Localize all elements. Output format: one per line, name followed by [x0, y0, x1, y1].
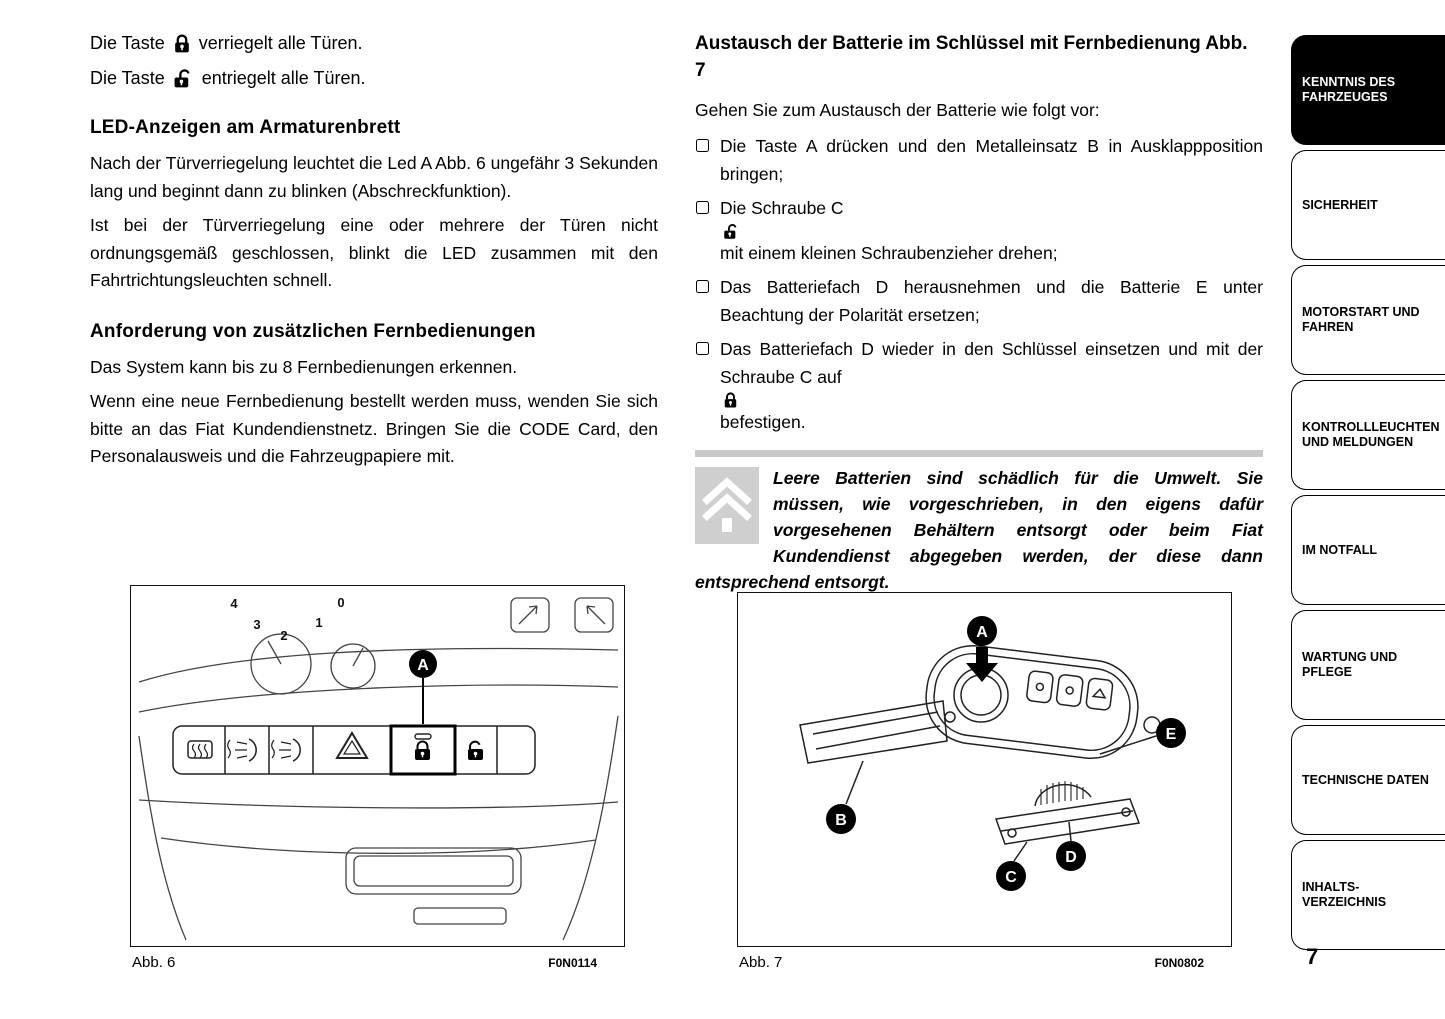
unlock-sentence-pre: Die Taste — [90, 68, 165, 88]
bullet-square-icon — [696, 342, 709, 355]
warning-text: Leere Batterien sind schädlich für die Umwelt. Sie müssen, wie vorgeschrieben, in den eigens dafür vorgesehenen Behältern entsorgt oder beim Fiat Kundendienst abgegeben werden, der diese dann entsprechend entsorgt. — [695, 467, 1263, 592]
svg-text:1: 1 — [315, 615, 323, 630]
door-unlock-button — [468, 742, 483, 760]
paragraph: Das System kann bis zu 8 Fernbedienungen erkennen. — [90, 356, 518, 377]
lock-icon — [723, 391, 738, 409]
key-fob-illustration — [738, 593, 1233, 946]
figure-footer — [130, 954, 625, 971]
callout-c — [996, 861, 1026, 891]
door-lock-button — [391, 726, 455, 774]
svg-text:A: A — [417, 657, 429, 674]
figure-code: F0N0802 — [1154, 956, 1204, 970]
figure-code: F0N0114 — [548, 956, 597, 970]
svg-text:D: D — [1065, 849, 1077, 866]
left-column — [90, 30, 658, 478]
list-item — [695, 336, 1263, 437]
list-item-text-pre: Die Schraube C — [720, 198, 844, 218]
tab-wartung-und-pflege: WARTUNG UND PFLEGE — [1291, 610, 1445, 720]
warning-divider — [695, 450, 1263, 457]
list-item-text — [720, 195, 1263, 267]
list-item-text-post: befestigen. — [720, 412, 806, 432]
callout-a — [967, 616, 997, 646]
bullet-square-icon — [696, 201, 709, 214]
callout-e — [1156, 718, 1186, 748]
unlock-sentence — [90, 65, 658, 91]
svg-text:C: C — [1005, 869, 1017, 886]
figure-abb6 — [130, 585, 625, 971]
svg-text:2: 2 — [280, 628, 288, 643]
dashboard-illustration — [131, 586, 626, 946]
unlock-icon — [723, 223, 740, 240]
tab-technische-daten: TECHNISCHE DATEN — [1291, 725, 1445, 835]
callout-b — [826, 804, 856, 834]
figure-caption: Abb. 6 — [132, 954, 176, 971]
figure-frame — [737, 592, 1232, 947]
environment-note — [695, 450, 1263, 595]
unlock-icon — [173, 68, 194, 89]
bullet-square-icon — [696, 280, 709, 293]
chapter-tab-bar — [1291, 35, 1445, 955]
svg-text:3: 3 — [253, 617, 261, 632]
lock-sentence-pre: Die Taste — [90, 33, 165, 53]
list-item-text-pre: Das Batteriefach D wieder in den Schlüssel einsetzen und mit der Schraube C auf — [720, 339, 1263, 387]
list-item-text: Das Batteriefach D herausnehmen und die Batterie E unter Beachtung der Polarität ersetzen; — [720, 277, 1263, 325]
intro-text: Gehen Sie zum Austausch der Batterie wie folgt vor: — [695, 100, 1100, 120]
tab-motorstart-und-fahren: MOTORSTART UND FAHREN — [1291, 265, 1445, 375]
paragraph: Wenn eine neue Fernbedienung bestellt werden muss, wenden Sie sich bitte an das Fiat Kundendienstnetz. Bringen Sie die CODE Card, den Personalausweis und die Fahrzeugpapiere mit. — [90, 391, 658, 466]
figure-footer — [737, 954, 1232, 971]
tab-kenntnis-des-fahrzeuges: KENNTNIS DES FAHRZEUGES — [1291, 35, 1445, 145]
svg-text:E: E — [1165, 726, 1177, 743]
figure-frame — [130, 585, 625, 947]
page-number: 7 — [1306, 944, 1319, 969]
lock-icon — [173, 33, 191, 54]
section-heading-remote: Anforderung von zusätzlichen Fernbedienungen — [90, 320, 536, 342]
bullet-square-icon — [696, 139, 709, 152]
list-item — [695, 133, 1263, 188]
callout-d — [1056, 841, 1086, 871]
list-item-text: Die Taste A drücken und den Metalleinsatz B in Ausklappposition bringen; — [720, 136, 1263, 184]
dial-scale — [230, 595, 344, 643]
paragraph: Ist bei der Türverriegelung eine oder mehrere der Türen nicht ordnungsgemäß geschlossen, blinkt die LED zusammen mit den Fahrtrichtungsleuchten schnell. — [90, 215, 658, 290]
press-arrow-icon — [966, 647, 998, 682]
figure-caption: Abb. 7 — [739, 954, 783, 971]
tab-inhaltsverzeichnis: INHALTS-VERZEICHNIS — [1291, 840, 1445, 950]
recycling-tree-icon — [695, 467, 759, 544]
svg-text:A: A — [976, 624, 988, 641]
list-item — [695, 274, 1263, 329]
figure-abb7 — [737, 592, 1232, 971]
svg-text:4: 4 — [230, 596, 238, 611]
svg-text:B: B — [835, 812, 847, 829]
list-item — [695, 195, 1263, 267]
tab-im-notfall: IM NOTFALL — [1291, 495, 1445, 605]
list-item-text-post: mit einem kleinen Schraubenzieher drehen; — [720, 242, 1058, 263]
lock-sentence-post: verriegelt alle Türen. — [198, 33, 363, 53]
list-item-text — [720, 336, 1263, 437]
svg-text:0: 0 — [337, 595, 345, 610]
section-heading-battery: Austausch der Batterie im Schlüssel mit Fernbedienung Abb. 7 — [695, 33, 1248, 81]
right-column — [695, 26, 1263, 595]
paragraph: Nach der Türverriegelung leuchtet die Led A Abb. 6 ungefähr 3 Sekunden lang und beginnt dann zu blinken (Abschreckfunktion). — [90, 153, 658, 201]
section-heading-led: LED-Anzeigen am Armaturenbrett — [90, 117, 401, 138]
lock-sentence — [90, 30, 658, 56]
tab-sicherheit: SICHERHEIT — [1291, 150, 1445, 260]
tab-kontrollleuchten-und-meldungen: KONTROLLLEUCHTEN UND MELDUNGEN — [1291, 380, 1445, 490]
unlock-sentence-post: entriegelt alle Türen. — [201, 68, 366, 88]
